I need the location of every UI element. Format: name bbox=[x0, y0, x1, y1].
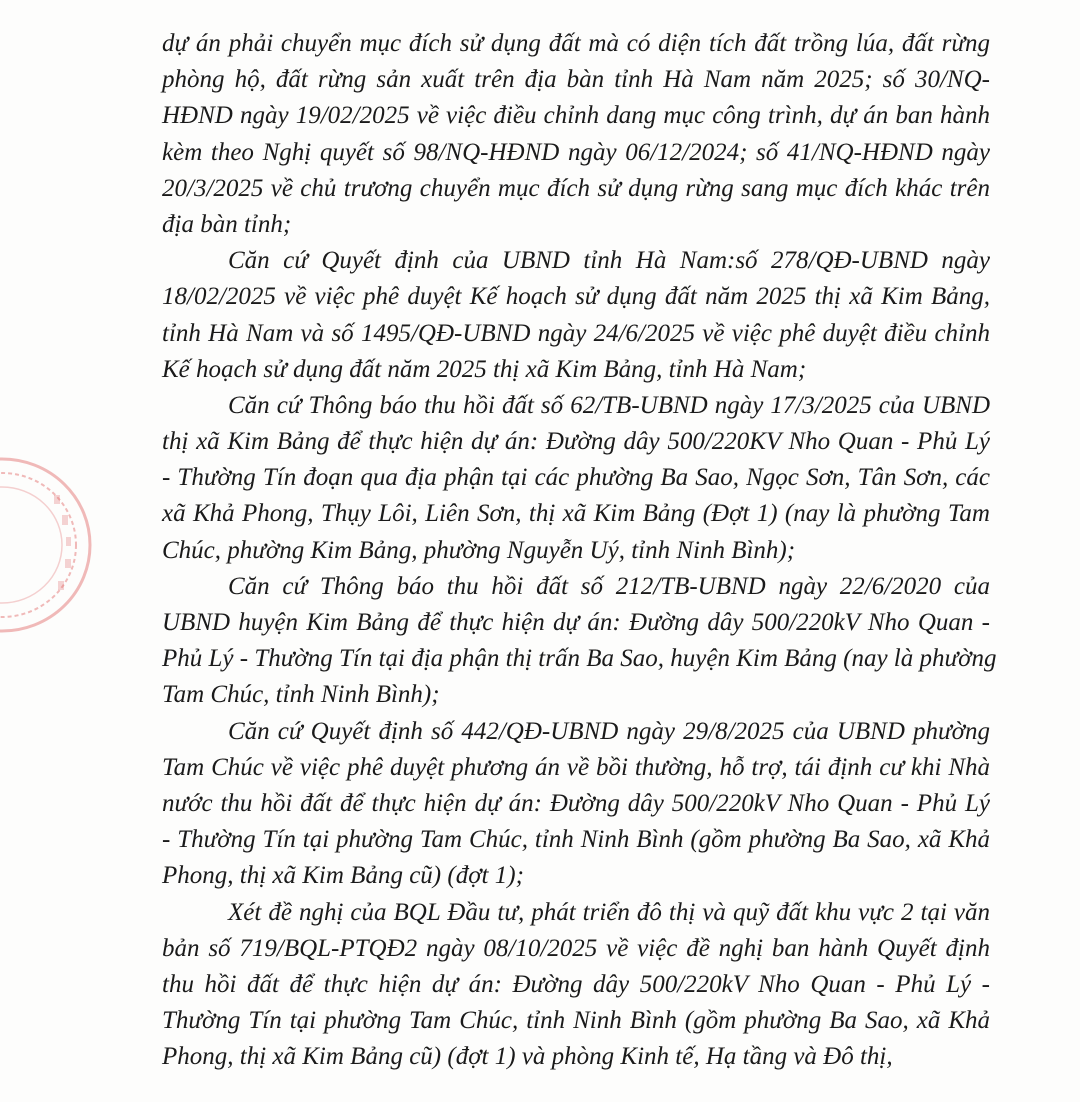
text-line: Căn cứ Quyết định số 442/QĐ-UBND ngày 29/8/2025 của UBND phường bbox=[228, 717, 990, 745]
text-line: Kế hoạch sử dụng đất năm 2025 thị xã Kim Bảng, tỉnh Hà Nam; bbox=[162, 355, 807, 383]
text-line: 18/02/2025 về việc phê duyệt Kế hoạch sử dụng đất năm 2025 thị xã Kim Bảng, bbox=[162, 283, 990, 311]
paragraph-compensation-decision-442 bbox=[162, 714, 990, 895]
text-line: Tam Chúc, tỉnh Ninh Bình); bbox=[162, 681, 440, 709]
text-line: 20/3/2025 về chủ trương chuyển mục đích sử dụng rừng sang mục đích khác trên bbox=[162, 174, 990, 202]
text-line: thị xã Kim Bảng để thực hiện dự án: Đường dây 500/220KV Nho Quan - Phủ Lý bbox=[162, 428, 990, 456]
document-body bbox=[162, 26, 997, 1075]
text-line: Phủ Lý - Thường Tín tại địa phận thị trấn Ba Sao, huyện Kim Bảng (nay là phường bbox=[162, 645, 997, 673]
text-line: dự án phải chuyển mục đích sử dụng đất mà có diện tích đất trồng lúa, đất rừng bbox=[162, 30, 990, 57]
text-line: địa bàn tỉnh; bbox=[162, 210, 292, 238]
text-line: bản số 719/BQL-PTQĐ2 ngày 08/10/2025 về việc đề nghị ban hành Quyết định bbox=[162, 934, 990, 962]
text-line: tỉnh Hà Nam và số 1495/QĐ-UBND ngày 24/6/2025 về việc phê duyệt điều chỉnh bbox=[162, 319, 990, 347]
text-line: Căn cứ Thông báo thu hồi đất số 62/TB-UBND ngày 17/3/2025 của UBND bbox=[228, 391, 990, 419]
text-line: - Thường Tín tại phường Tam Chúc, tỉnh Ninh Bình (gồm phường Ba Sao, xã Khả bbox=[162, 826, 990, 854]
text-line: Tam Chúc về việc phê duyệt phương án về bồi thường, hỗ trợ, tái định cư khi Nhà bbox=[162, 753, 990, 781]
text-line: UBND huyện Kim Bảng để thực hiện dự án: Đường dây 500/220kV Nho Quan - bbox=[162, 609, 990, 636]
text-line: Phong, thị xã Kim Bảng cũ) (đợt 1) và phòng Kinh tế, Hạ tầng và Đô thị, bbox=[162, 1043, 893, 1071]
paragraph-land-recovery-notice-212 bbox=[162, 569, 997, 714]
text-line: phòng hộ, đất rừng sản xuất trên địa bàn tỉnh Hà Nam năm 2025; số 30/NQ- bbox=[162, 66, 990, 94]
text-line: thu hồi đất để thực hiện dự án: Đường dây 500/220kV Nho Quan - Phủ Lý - bbox=[162, 970, 990, 998]
paragraph-land-use-plan-decisions bbox=[162, 243, 990, 388]
paragraph-legal-basis-resolutions bbox=[162, 26, 990, 243]
text-line: Xét đề nghị của BQL Đầu tư, phát triển đô thị và quỹ đất khu vực 2 tại văn bbox=[228, 898, 990, 926]
paragraph-proposal-bql bbox=[162, 895, 990, 1076]
text-line: Chúc, phường Kim Bảng, phường Nguyễn Uý, tỉnh Ninh Bình); bbox=[162, 536, 796, 564]
text-line: xã Khả Phong, Thụy Lôi, Liên Sơn, thị xã Kim Bảng (Đợt 1) (nay là phường Tam bbox=[162, 500, 990, 528]
text-line: Căn cứ Quyết định của UBND tỉnh Hà Nam:số 278/QĐ-UBND ngày bbox=[228, 247, 990, 275]
text-line: Phong, thị xã Kim Bảng cũ) (đợt 1); bbox=[162, 862, 524, 890]
text-line: Thường Tín tại phường Tam Chúc, tỉnh Ninh Bình (gồm phường Ba Sao, xã Khả bbox=[162, 1007, 990, 1035]
text-line: Căn cứ Thông báo thu hồi đất số 212/TB-UBND ngày 22/6/2020 của bbox=[228, 572, 990, 600]
text-line: HĐND ngày 19/02/2025 về việc điều chỉnh dang mục công trình, dự án ban hành bbox=[162, 102, 990, 130]
text-line: kèm theo Nghị quyết số 98/NQ-HĐND ngày 06/12/2024; số 41/NQ-HĐND ngày bbox=[162, 138, 990, 166]
text-line: nước thu hồi đất để thực hiện dự án: Đường dây 500/220kV Nho Quan - Phủ Lý bbox=[162, 789, 990, 817]
red-seal-stamp-icon bbox=[0, 455, 102, 635]
paragraph-land-recovery-notice-62 bbox=[162, 388, 990, 569]
text-line: - Thường Tín đoạn qua địa phận tại các phường Ba Sao, Ngọc Sơn, Tân Sơn, các bbox=[162, 464, 990, 492]
